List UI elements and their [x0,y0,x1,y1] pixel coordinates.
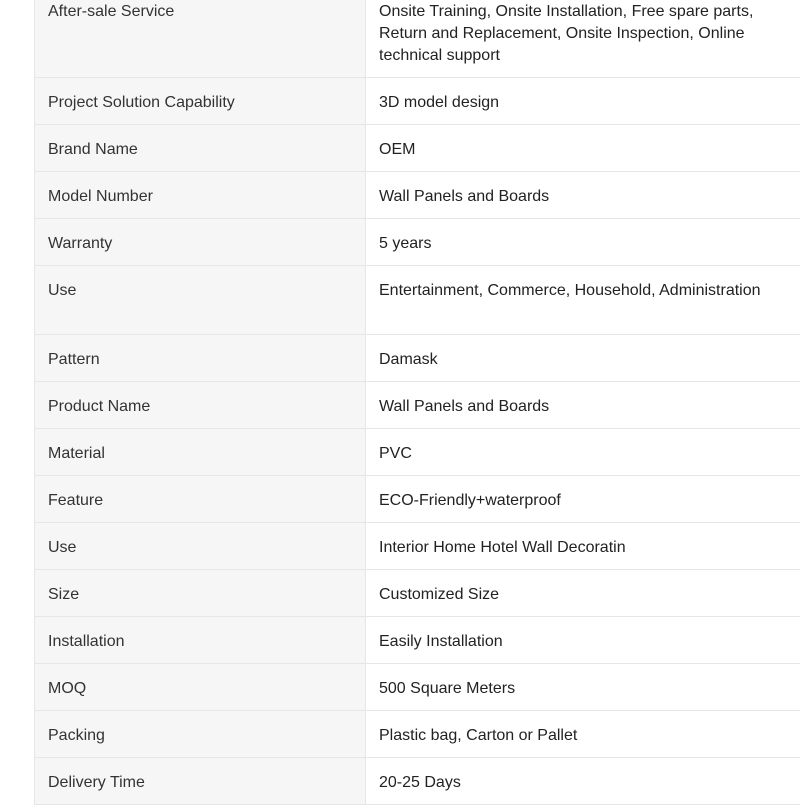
spec-key: Product Name [35,382,366,429]
table-row [35,266,800,335]
spec-value: 500 Square Meters [366,664,800,711]
spec-value: 5 years [366,219,800,266]
table-row [35,570,800,617]
spec-key: Use [35,266,366,335]
spec-value: OEM [366,125,800,172]
spec-value: Wall Panels and Boards [366,172,800,219]
table-row [35,219,800,266]
spec-key: Material [35,429,366,476]
spec-key: Brand Name [35,125,366,172]
spec-value: Onsite Training, Onsite Installation, Free spare parts, Return and Replacement, Onsite Inspection, Online technical support [366,0,800,78]
spec-value: PVC [366,429,800,476]
spec-value: 20-25 Days [366,758,800,805]
spec-value: ECO-Friendly+waterproof [366,476,800,523]
spec-key: Size [35,570,366,617]
spec-value: Damask [366,335,800,382]
spec-key: Project Solution Capability [35,78,366,125]
spec-key: Feature [35,476,366,523]
spec-value: Wall Panels and Boards [366,382,800,429]
spec-key: Model Number [35,172,366,219]
spec-table [34,0,800,805]
spec-value: Customized Size [366,570,800,617]
table-row [35,125,800,172]
spec-value: 3D model design [366,78,800,125]
table-row [35,711,800,758]
spec-value: Plastic bag, Carton or Pallet [366,711,800,758]
table-row [35,172,800,219]
table-row [35,382,800,429]
spec-key: Use [35,523,366,570]
spec-value: Interior Home Hotel Wall Decoratin [366,523,800,570]
table-row [35,617,800,664]
spec-key: After-sale Service [35,0,366,78]
table-row [35,476,800,523]
table-row [35,523,800,570]
spec-key: MOQ [35,664,366,711]
spec-value: Entertainment, Commerce, Household, Administration [366,266,800,335]
spec-key: Installation [35,617,366,664]
spec-key: Packing [35,711,366,758]
table-row [35,78,800,125]
spec-key: Pattern [35,335,366,382]
table-row [35,0,800,78]
table-row [35,429,800,476]
table-row [35,758,800,805]
table-row [35,664,800,711]
product-specifications-table [34,0,800,805]
table-row [35,335,800,382]
spec-key: Warranty [35,219,366,266]
spec-key: Delivery Time [35,758,366,805]
spec-value: Easily Installation [366,617,800,664]
